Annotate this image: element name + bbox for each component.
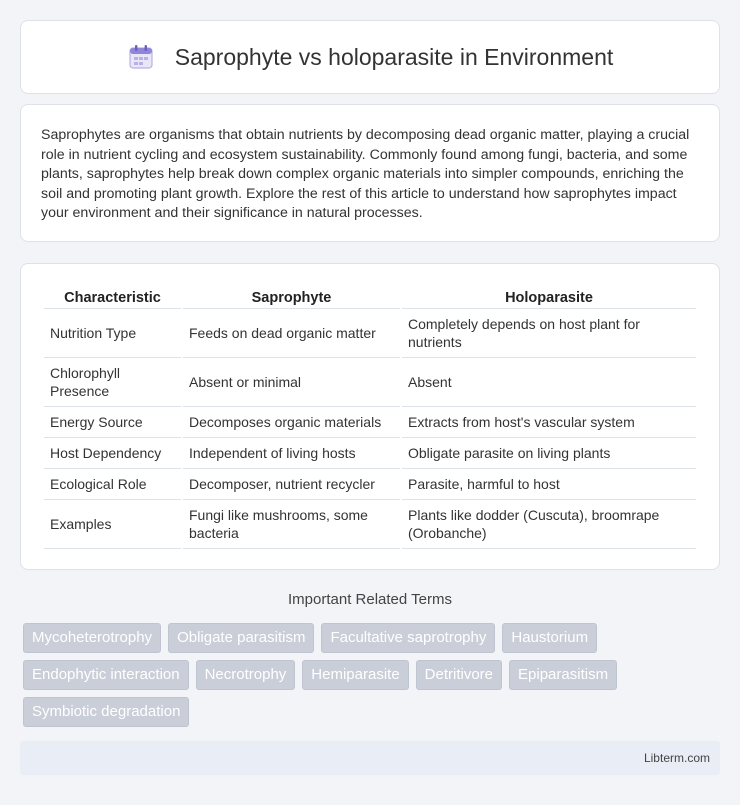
- table-row: [44, 469, 696, 500]
- page-title: Saprophyte vs holoparasite in Environment: [174, 43, 614, 70]
- table-cell: Host Dependency: [44, 438, 181, 469]
- related-term-tag[interactable]: Symbiotic degradation: [23, 697, 189, 727]
- related-term-tag[interactable]: Detritivore: [416, 660, 502, 690]
- related-term-tag[interactable]: Epiparasitism: [509, 660, 617, 690]
- footer: [20, 741, 720, 775]
- related-term-tag[interactable]: Hemiparasite: [302, 660, 408, 690]
- comparison-table-card: [20, 263, 720, 570]
- table-cell: Examples: [44, 500, 181, 549]
- table-cell: Absent: [402, 358, 696, 407]
- header-holoparasite: Holoparasite: [402, 284, 696, 309]
- table-row: [44, 500, 696, 549]
- table-header-row: [44, 284, 696, 309]
- table-row: [44, 358, 696, 407]
- table-cell: Absent or minimal: [183, 358, 400, 407]
- comparison-table: [42, 284, 698, 549]
- table-cell: Decomposes organic materials: [183, 407, 400, 438]
- header-characteristic: Characteristic: [44, 284, 181, 309]
- table-cell: Obligate parasite on living plants: [402, 438, 696, 469]
- related-term-tag[interactable]: Necrotrophy: [196, 660, 296, 690]
- intro-card: [20, 104, 720, 242]
- calendar-icon: [127, 43, 155, 71]
- related-term-tag[interactable]: Mycoheterotrophy: [23, 623, 161, 653]
- header-card: [20, 20, 720, 94]
- table-cell: Nutrition Type: [44, 309, 181, 358]
- table-cell: Parasite, harmful to host: [402, 469, 696, 500]
- related-term-tag[interactable]: Obligate parasitism: [168, 623, 314, 653]
- related-term-tag[interactable]: Haustorium: [502, 623, 597, 653]
- table-cell: Feeds on dead organic matter: [183, 309, 400, 358]
- table-cell: Extracts from host's vascular system: [402, 407, 696, 438]
- table-cell: Fungi like mushrooms, some bacteria: [183, 500, 400, 549]
- table-row: [44, 407, 696, 438]
- footer-site-link[interactable]: Libterm.com: [643, 751, 710, 765]
- related-terms-title: Important Related Terms: [288, 591, 452, 608]
- related-term-tag[interactable]: Facultative saprotrophy: [321, 623, 495, 653]
- table-cell: Decomposer, nutrient recycler: [183, 469, 400, 500]
- related-term-tag[interactable]: Endophytic interaction: [23, 660, 189, 690]
- header-saprophyte: Saprophyte: [183, 284, 400, 309]
- table-cell: Completely depends on host plant for nutrients: [402, 309, 696, 358]
- table-cell: Energy Source: [44, 407, 181, 438]
- table-cell: Independent of living hosts: [183, 438, 400, 469]
- table-cell: Chlorophyll Presence: [44, 358, 181, 407]
- table-row: [44, 438, 696, 469]
- table-cell: Plants like dodder (Cuscuta), broomrape (Orobanche): [402, 500, 696, 549]
- table-cell: Ecological Role: [44, 469, 181, 500]
- intro-text: Saprophytes are organisms that obtain nutrients by decomposing dead organic matter, playing a crucial role in nutrient cycling and ecosystem sustainability. Commonly found among fungi, bacteria, and some plants, saprophytes help break down complex organic materials into simpler compounds, enriching the soil and promoting plant growth. Explore the rest of this article to understand how saprophytes impact your environment and their significance in natural processes.: [41, 127, 690, 222]
- related-terms-list: [23, 623, 723, 734]
- table-row: [44, 309, 696, 358]
